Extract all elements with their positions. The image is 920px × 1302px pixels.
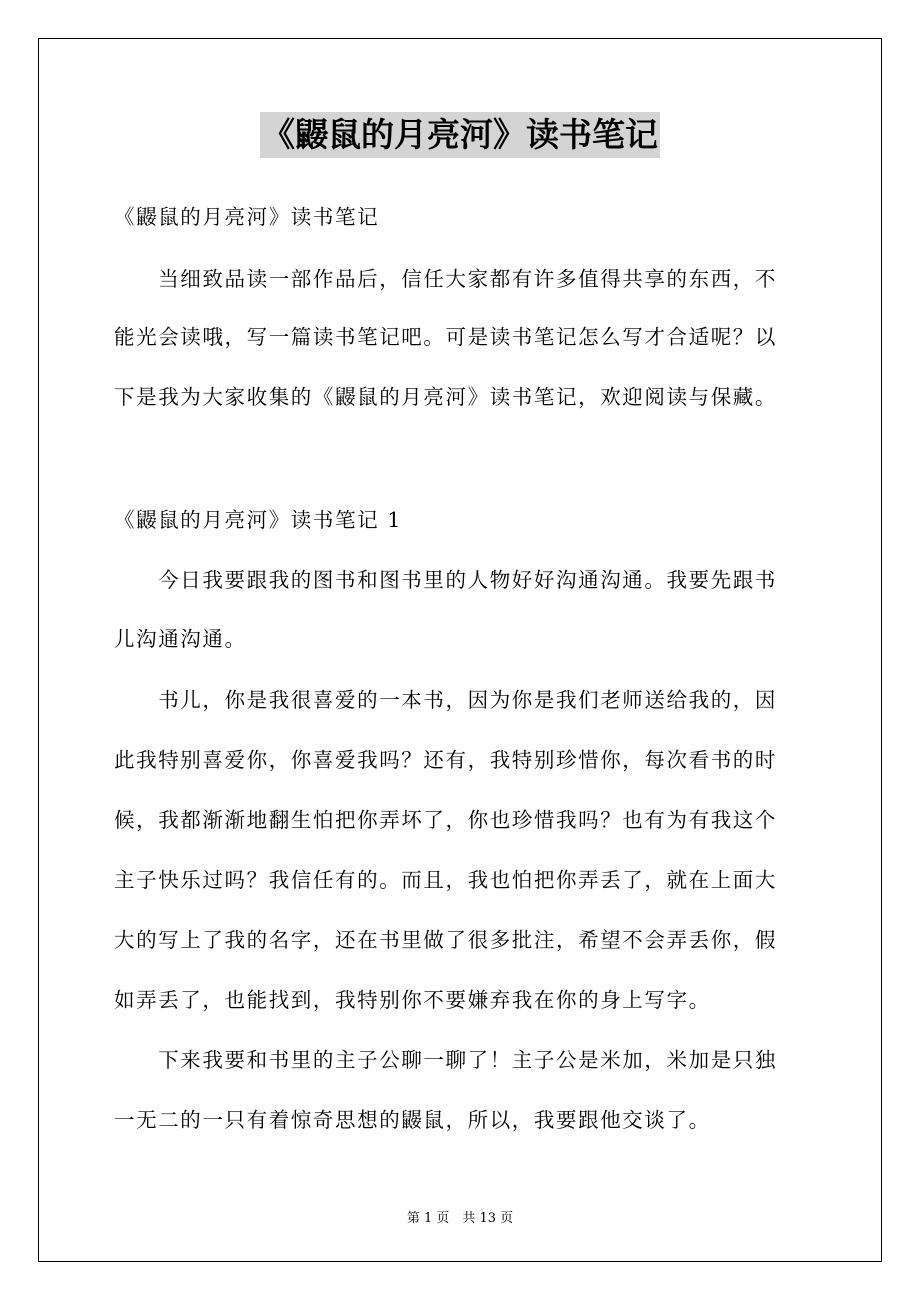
text-line: 能光会读哦，写一篇读书笔记吧。可是读书笔记怎么写才合适呢？以: [114, 325, 777, 349]
text-line: 如弄丢了，也能找到，我特别你不要嫌弃我在你的身上写字。: [114, 988, 711, 1012]
text-line: 此我特别喜爱你，你喜爱我吗？还有，我特别珍惜你，每次看书的时: [114, 748, 777, 772]
text-line: 下来我要和书里的主子公聊一聊了！主子公是米加，米加是只独: [114, 1048, 777, 1072]
subtitle-line: 《鼹鼠的月亮河》读书笔记: [114, 205, 380, 229]
text-line: 一无二的一只有着惊奇思想的鼹鼠，所以，我要跟他交谈了。: [114, 1108, 711, 1132]
text-line: 当细致品读一部作品后，信任大家都有许多值得共享的东西，不: [114, 267, 777, 291]
text-line: 今日我要跟我的图书和图书里的人物好好沟通沟通。我要先跟书: [114, 568, 777, 592]
text-line: 书儿，你是我很喜爱的一本书，因为你是我们老师送给我的，因: [114, 688, 777, 712]
text-line: 候，我都渐渐地翻生怕把你弄坏了，你也珍惜我吗？也有为有我这个: [114, 808, 777, 832]
text-line: 主子快乐过吗？我信任有的。而且，我也怕把你弄丢了，就在上面大: [114, 868, 777, 892]
page-footer: 第 1 页 共 13 页: [406, 1211, 514, 1226]
text-line: 大的写上了我的名字，还在书里做了很多批注，希望不会弄丢你，假: [114, 928, 777, 952]
document-title: 《鼹鼠的月亮河》读书笔记: [260, 112, 660, 158]
section-heading: 《鼹鼠的月亮河》读书笔记 1: [114, 508, 402, 532]
text-line: 下是我为大家收集的《鼹鼠的月亮河》读书笔记，欢迎阅读与保藏。: [114, 385, 777, 409]
title-container: [0, 112, 920, 158]
text-line: 儿沟通沟通。: [114, 627, 247, 651]
